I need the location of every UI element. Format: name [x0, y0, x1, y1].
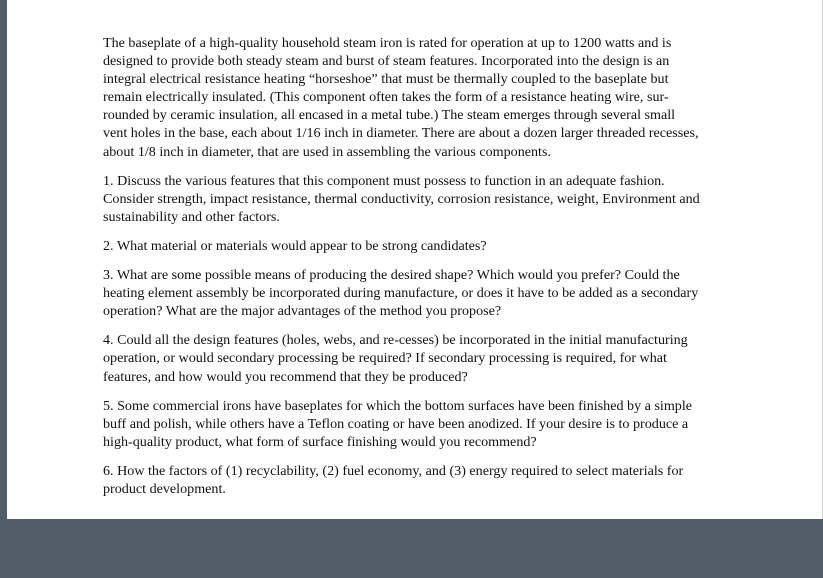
viewer-background — [0, 519, 823, 578]
document-page — [7, 0, 823, 519]
document-body — [103, 34, 735, 509]
question-3: 3. What are some possible means of producing the desired shape? Which would you prefer? Could the heating element assembly be incorporated during manufacture, or does it have to be added as a secondary operation? What are the major advantages of the method you propose? — [103, 267, 699, 320]
question-5: 5. Some commercial irons have baseplates for which the bottom surfaces have been finished by a simple buff and polish, while others have a Teflon coating or have been anodized. If your desire is to produce a high-quality product, what form of surface finishing would you recommend? — [103, 397, 693, 450]
question-1: 1. Discuss the various features that this component must possess to function in an adequate fashion. Consider strength, impact resistance, thermal conductivity, corrosion resistance, weight, Environment and sustainability and other factors. — [103, 172, 700, 225]
question-2: 2. What material or materials would appear to be strong candidates? — [103, 237, 487, 254]
question-4: 4. Could all the design features (holes, webs, and re-cesses) be incorporated in the initial manufacturing operation, or would secondary processing be required? If secondary processing is required, for what features, and how would you recommend that they be produced? — [103, 332, 688, 385]
question-6: 6. How the factors of (1) recyclability, (2) fuel economy, and (3) energy required to select materials for product development. — [103, 462, 684, 497]
intro-paragraph: The baseplate of a high-quality household steam iron is rated for operation at up to 1200 watts and is designed to provide both steady steam and burst of steam features. Incorporated into the design is an integral electrical resistance heating “horseshoe” that must be thermally coupled to the baseplate but remain electrically insulated. (This component often takes the form of a resistance heating wire, sur- rounded by ceramic insulation, all encased in a metal tube.) The steam emerges through several small vent holes in the base, each about 1/16 inch in diameter. There are about a dozen larger threaded recesses, about 1/8 inch in diameter, that are used in assembling the various components. — [103, 35, 699, 160]
